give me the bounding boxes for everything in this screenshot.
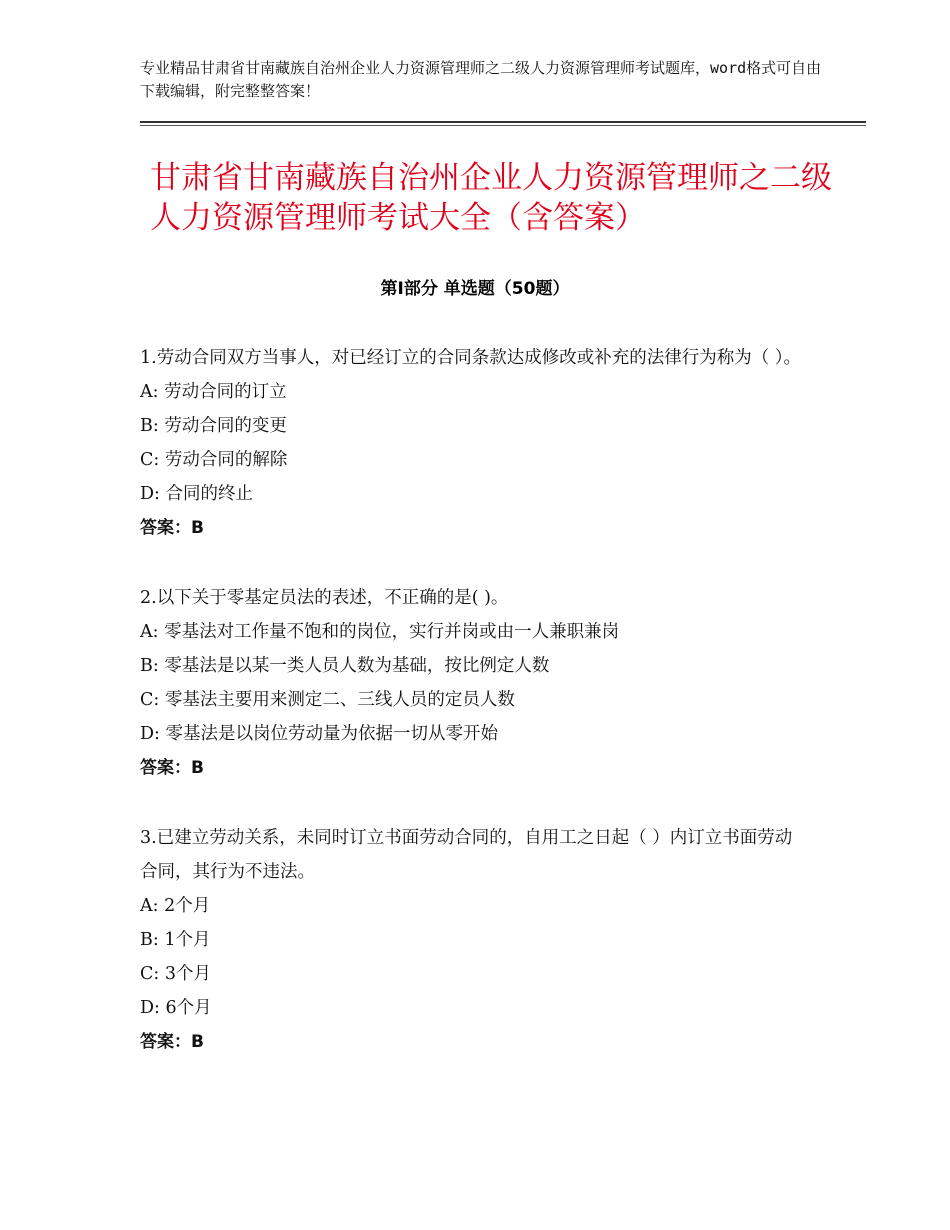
option-c: C: 劳动合同的解除 — [140, 450, 288, 470]
question-stem: 1.劳动合同双方当事人，对已经订立的合同条款达成修改或补充的法律行为称为（ ）。 — [140, 348, 802, 368]
question-item — [140, 581, 805, 785]
question-stem: 2.以下关于零基定员法的表述，不正确的是( )。 — [140, 588, 509, 608]
header-divider-thin — [140, 125, 866, 126]
document-title: 甘肃省甘南藏族自治州企业人力资源管理师之二级人力资源管理师考试大全（含答案） — [150, 160, 832, 236]
question-stem: 3.已建立劳动关系，未同时订立书面劳动合同的，自用工之日起（ ）内订立书面劳动合同，其行为不违法。 — [140, 828, 793, 882]
question-item — [140, 341, 805, 545]
option-d: D: 6个月 — [140, 998, 212, 1018]
section-title: 第Ⅰ部分 单选题（50题） — [380, 279, 570, 299]
option-b: B: 1个月 — [140, 930, 211, 950]
answer-line: 答案：B — [140, 758, 204, 778]
option-c: C: 3个月 — [140, 964, 211, 984]
header-divider-thick — [140, 121, 866, 123]
option-c: C: 零基法主要用来测定二、三线人员的定员人数 — [140, 690, 515, 710]
header-note: 专业精品甘肃省甘南藏族自治州企业人力资源管理师之二级人力资源管理师考试题库，word格式可自由下载编辑，附完整整答案！ — [140, 59, 822, 100]
question-list — [140, 341, 805, 1095]
option-a: A: 零基法对工作量不饱和的岗位，实行并岗或由一人兼职兼岗 — [140, 622, 620, 642]
option-d: D: 合同的终止 — [140, 484, 253, 504]
option-d: D: 零基法是以岗位劳动量为依据一切从零开始 — [140, 724, 498, 744]
option-b: B: 劳动合同的变更 — [140, 416, 287, 436]
option-a: A: 劳动合同的订立 — [140, 382, 287, 402]
question-item — [140, 821, 805, 1059]
answer-line: 答案：B — [140, 1032, 204, 1052]
option-a: A: 2个月 — [140, 896, 211, 916]
answer-line: 答案：B — [140, 518, 204, 538]
option-b: B: 零基法是以某一类人员人数为基础，按比例定人数 — [140, 656, 550, 676]
